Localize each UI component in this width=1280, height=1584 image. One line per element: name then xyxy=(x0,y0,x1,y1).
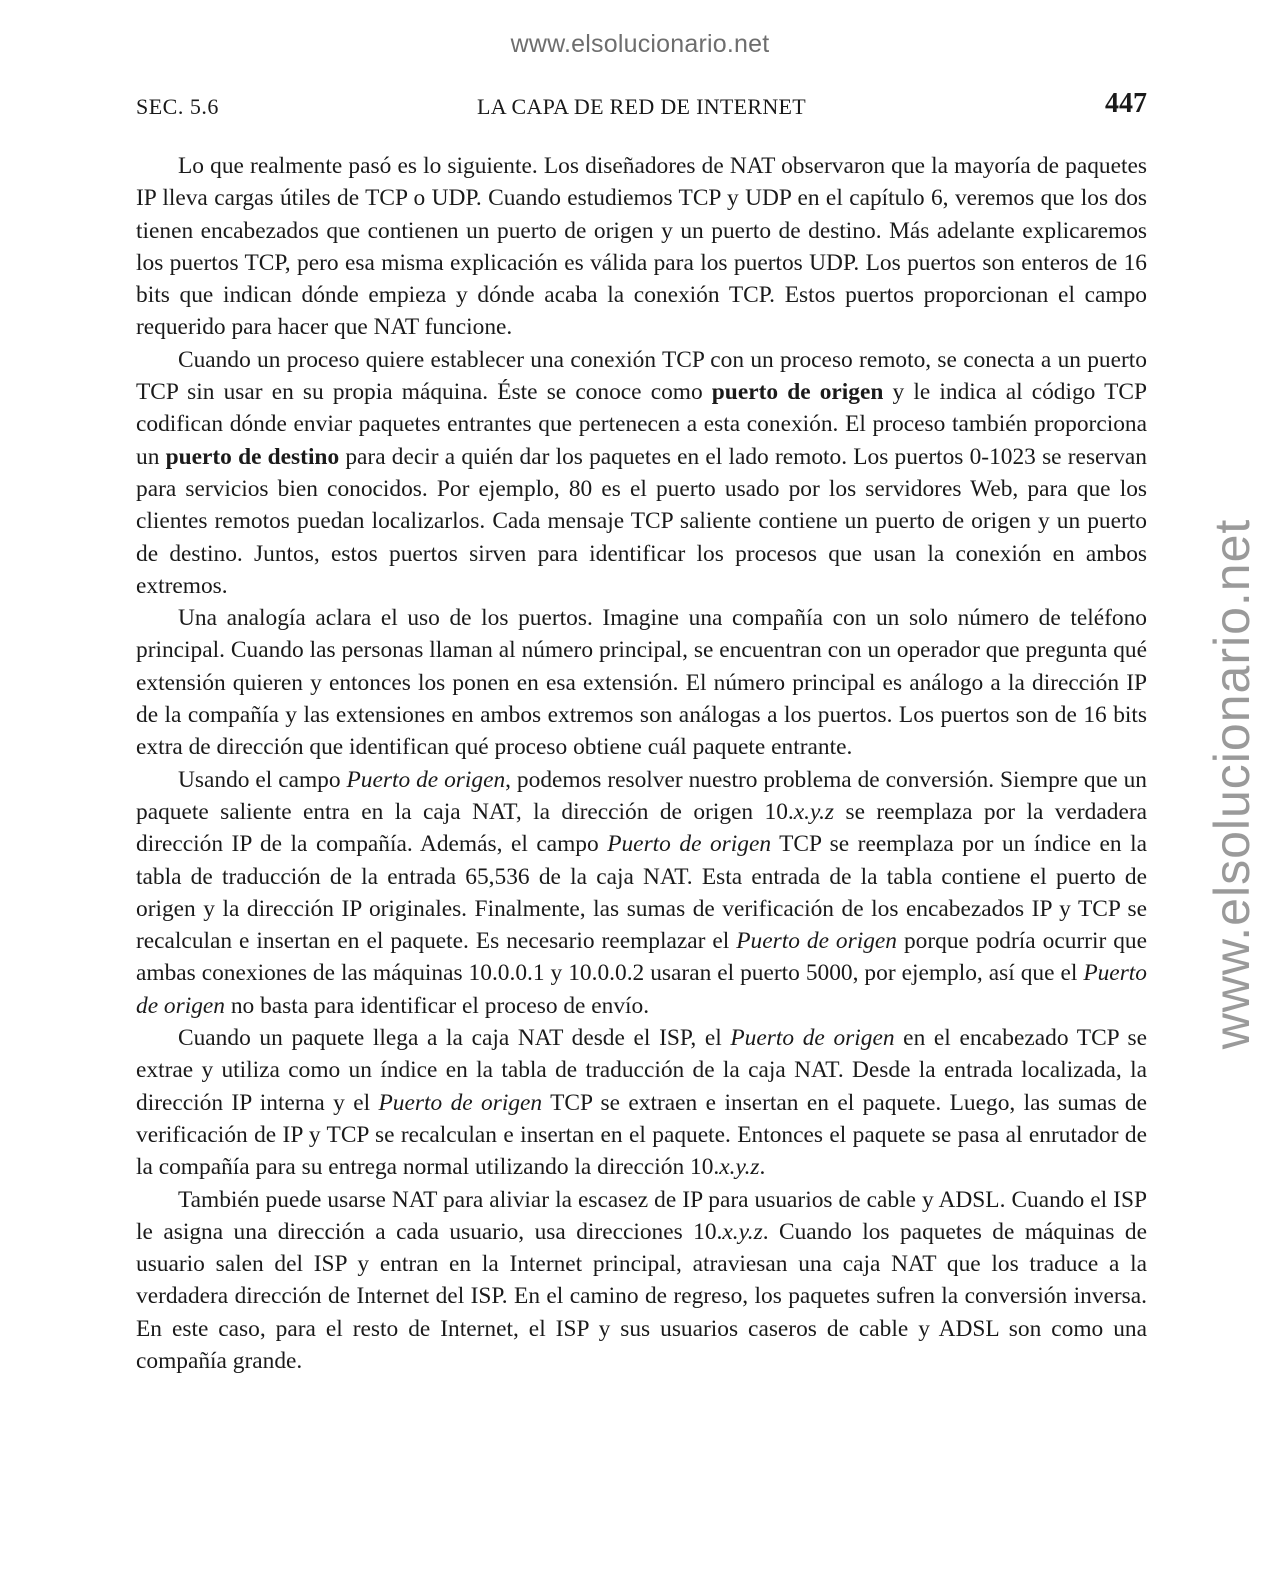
text-run: en el encabezado TCP se extrae y utiliza como un índice en la tabla de traducción de la caja NAT. Desde la entrada localizada, la dirección IP interna y el xyxy=(136,1025,1147,1116)
watermark-top: www.elsolucionario.net xyxy=(510,30,770,58)
text-run: También puede usarse NAT para aliviar la escasez de IP para usuarios de cable y ADSL. Cuando el ISP le asigna una dirección a cada usuario, usa direcciones 10. xyxy=(136,1186,1147,1245)
paragraph xyxy=(136,344,1147,602)
text-run: y le indica al código TCP codifican dónde enviar paquetes entrantes que pertenecen a esta conexión. El proceso también proporciona un xyxy=(136,379,1147,470)
text-run: TCP se reemplaza por un índice en la tabla de traducción de la entrada 65,536 de la caja NAT. Esta entrada de la tabla contiene el puerto de origen y la dirección IP originales. Finalmente, las sumas de verificación de los encabezados IP y TCP se recalculan e insertan en el paquete. Es necesario reemplazar el xyxy=(136,831,1147,955)
text-run: Una analogía aclara el uso de los puertos. Imagine una compañía con un solo número de teléfono principal. Cuando las personas llaman al número principal, se encuentran con un operador que pregunta qué extensión quieren y entonces los ponen en esa extensión. El número principal es análogo a la dirección IP de la compañía y las extensiones en ambos extremos son análogas a los puertos. Los puertos son de 16 bits extra de dirección que identifican qué proceso obtiene cuál paquete entrante. xyxy=(136,605,1147,761)
text-run: para decir a quién dar los paquetes en el lado remoto. Los puertos 0-1023 se reservan para servicios bien conocidos. Por ejemplo, 80 es el puerto usado por los servidores Web, para que los clientes remotos puedan localizarlos. Cada mensaje TCP saliente contiene un puerto de origen y un puerto de destino. Juntos, estos puertos sirven para identificar los procesos que usan la conexión en ambos extremos. xyxy=(136,443,1147,599)
text-run: Usando el campo xyxy=(178,766,347,793)
paragraph xyxy=(136,1022,1147,1183)
bold-term: puerto de origen xyxy=(711,379,884,406)
text-run: , podemos resolver nuestro problema de conversión. Siempre que un paquete saliente entra en la caja NAT, la dirección de origen 10. xyxy=(136,766,1147,825)
italic-term: Puerto de origen xyxy=(730,1025,895,1052)
section-number: SEC. 5.6 xyxy=(136,94,219,119)
italic-term: Puerto de origen xyxy=(136,960,1147,1019)
text-run: Lo que realmente pasó es lo siguiente. Los diseñadores de NAT observaron que la mayoría de paquetes IP lleva cargas útiles de TCP o UDP. Cuando estudiemos TCP y UDP en el capítulo 6, veremos que los dos tienen encabezados que contienen un puerto de origen y un puerto de destino. Más adelante explicaremos los puertos TCP, pero esa misma explicación es válida para los puertos UDP. Los puertos son enteros de 16 bits que indican dónde empieza y dónde acaba la conexión TCP. Estos puertos proporcionan el campo requerido para hacer que NAT funcione. xyxy=(136,153,1147,341)
paragraph xyxy=(136,1184,1147,1378)
page-number: 447 xyxy=(1105,88,1147,119)
watermark-side: www.elsolucionario.net xyxy=(1204,518,1260,1050)
italic-term: Puerto de origen xyxy=(346,766,506,793)
body-text xyxy=(136,150,1147,1377)
text-run: Cuando un proceso quiere establecer una conexión TCP con un proceso remoto, se conecta a un puerto TCP sin usar en su propia máquina. Éste se conoce como xyxy=(136,346,1147,406)
text-run: se reemplaza por la verdadera dirección IP de la compañía. Además, el campo xyxy=(136,798,1147,858)
text-run: no basta para identificar el proceso de envío. xyxy=(225,992,650,1019)
italic-term: Puerto de origen xyxy=(607,831,772,858)
paragraph xyxy=(136,150,1147,344)
text-run: Cuando un paquete llega a la caja NAT desde el ISP, el xyxy=(178,1025,731,1052)
italic-term: Puerto de origen xyxy=(378,1089,543,1116)
paragraph xyxy=(136,602,1147,763)
italic-term: x.y.z xyxy=(722,1218,763,1245)
paragraph xyxy=(136,764,1147,1022)
text-run: . Cuando los paquetes de máquinas de usuario salen del ISP y entran en la Internet principal, atraviesan una caja NAT que los traduce a la verdadera dirección de Internet del ISP. En el camino de regreso, los paquetes sufren la conversión inversa. En este caso, para el resto de Internet, el ISP y sus usuarios caseros de cable y ADSL son como una compañía grande. xyxy=(136,1218,1147,1374)
italic-term: Puerto de origen xyxy=(736,928,897,955)
text-run: . xyxy=(759,1154,766,1181)
text-run: porque podría ocurrir que ambas conexiones de las máquinas 10.0.0.1 y 10.0.0.2 usaran el puerto 5000, por ejemplo, así que el xyxy=(136,928,1148,987)
chapter-title: LA CAPA DE RED DE INTERNET xyxy=(476,94,807,119)
italic-term: x.y.z xyxy=(793,798,835,825)
bold-term: puerto de destino xyxy=(165,443,340,470)
text-run: TCP se extraen e insertan en el paquete. Luego, las sumas de verificación de IP y TCP se recalculan e insertan en el paquete. Entonces el paquete se pasa al enrutador de la compañía para su entrega normal utilizando la dirección 10. xyxy=(136,1089,1147,1181)
running-head xyxy=(136,88,1147,128)
italic-term: x.y.z xyxy=(719,1154,760,1181)
